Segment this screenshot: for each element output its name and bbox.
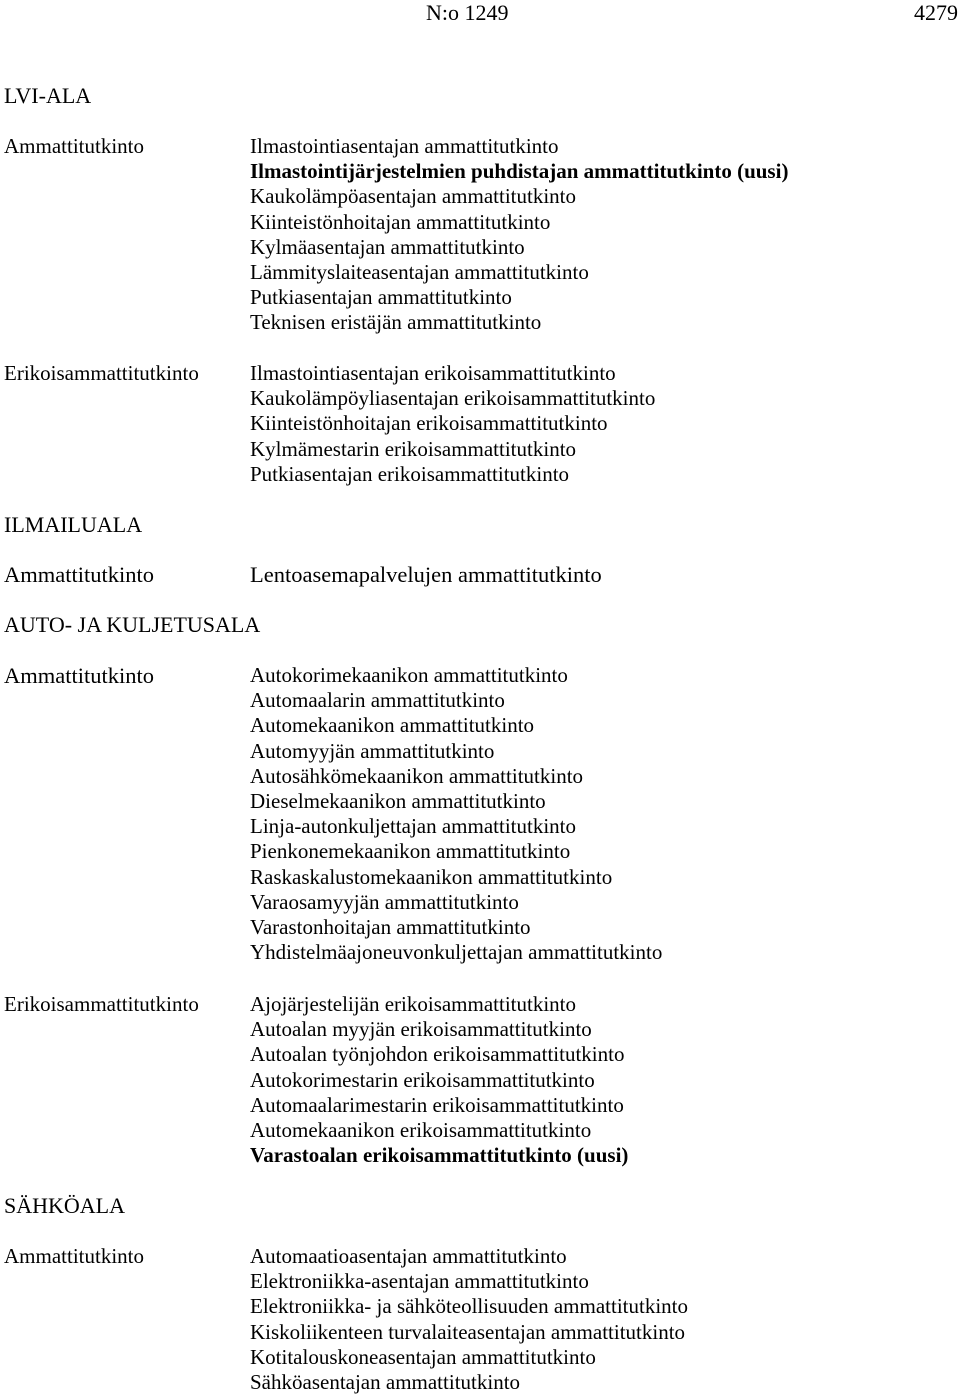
qualification-item: Raskaskalustomekaanikon ammattitutkinto xyxy=(250,864,613,889)
qualification-item: Pienkonemekaanikon ammattitutkinto xyxy=(250,839,571,864)
qualification-item: Elektroniikka-asentajan ammattitutkinto xyxy=(250,1269,589,1294)
qualification-item: Automekaanikon erikoisammattitutkinto xyxy=(250,1117,592,1142)
group-label: Ammattitutkinto xyxy=(4,134,144,158)
qualification-item: Varastonhoitajan ammattitutkinto xyxy=(250,914,531,939)
group-label: Erikoisammattitutkinto xyxy=(4,361,199,385)
qualification-item: Automaalarimestarin erikoisammattitutkinto xyxy=(250,1092,624,1117)
qualification-item: Dieselmekaanikon ammattitutkinto xyxy=(250,788,546,813)
qualification-item: Automaalarin ammattitutkinto xyxy=(250,688,505,713)
qualification-item: Putkiasentajan ammattitutkinto xyxy=(250,285,512,310)
field-title-sahkoala: SÄHKÖALA xyxy=(4,1193,125,1218)
qualification-list xyxy=(250,361,655,487)
group-label: Erikoisammattitutkinto xyxy=(4,992,199,1016)
qualification-item: Varaosamyyjän ammattitutkinto xyxy=(250,889,519,914)
group-label: Ammattitutkinto xyxy=(4,562,154,587)
qualification-list xyxy=(250,134,788,336)
qualification-item: Kaukolämpöyliasentajan erikoisammattitutkinto xyxy=(250,386,656,411)
page-header xyxy=(0,0,960,28)
group-label: Ammattitutkinto xyxy=(4,663,154,688)
qualification-list xyxy=(250,562,602,587)
qualification-item: Autoalan työnjohdon erikoisammattitutkinto xyxy=(250,1042,625,1067)
qualification-item: Kotitalouskoneasentajan ammattitutkinto xyxy=(250,1344,596,1369)
qualification-item: Ajojärjestelijän erikoisammattitutkinto xyxy=(250,992,577,1016)
qualification-item: Sähköasentajan ammattitutkinto xyxy=(250,1369,521,1394)
qualification-item: Putkiasentajan erikoisammattitutkinto xyxy=(250,461,570,486)
qualification-item: Kiinteistönhoitajan ammattitutkinto xyxy=(250,209,551,234)
qualification-item: Varastoalan erikoisammattitutkinto (uusi) xyxy=(250,1143,629,1168)
field-title-ilmailuala: ILMAILUALA xyxy=(4,512,143,537)
qualification-item: Kiskoliikenteen turvalaiteasentajan ammattitutkinto xyxy=(250,1319,686,1344)
qualification-item: Yhdistelmäajoneuvonkuljettajan ammattitutkinto xyxy=(250,940,663,965)
qualification-item: Ilmastointiasentajan erikoisammattitutkinto xyxy=(250,361,616,385)
qualification-list xyxy=(250,1244,688,1395)
qualification-item: Autokorimestarin erikoisammattitutkinto xyxy=(250,1067,595,1092)
qualification-list xyxy=(250,663,662,965)
qualification-item: Automekaanikon ammattitutkinto xyxy=(250,713,535,738)
statute-number: N:o 1249 xyxy=(426,0,509,25)
qualification-item: Autokorimekaanikon ammattitutkinto xyxy=(250,663,568,687)
page-number: 4279 xyxy=(914,0,958,25)
qualification-item: Autoalan myyjän erikoisammattitutkinto xyxy=(250,1017,592,1042)
qualification-item: Linja-autonkuljettajan ammattitutkinto xyxy=(250,814,577,839)
qualification-item: Automyyjän ammattitutkinto xyxy=(250,738,495,763)
qualification-item: Ilmastointijärjestelmien puhdistajan ammattitutkinto (uusi) xyxy=(250,159,789,184)
qualification-item: Kiinteistönhoitajan erikoisammattitutkinto xyxy=(250,411,608,436)
qualification-item: Kylmäasentajan ammattitutkinto xyxy=(250,234,525,259)
field-title-lvi: LVI-ALA xyxy=(4,83,92,108)
qualification-item: Elektroniikka- ja sähköteollisuuden ammattitutkinto xyxy=(250,1294,688,1319)
field-title-auto-ja-kuljetusala: AUTO- JA KULJETUSALA xyxy=(4,612,261,637)
group-label: Ammattitutkinto xyxy=(4,1244,144,1268)
qualification-item: Kylmämestarin erikoisammattitutkinto xyxy=(250,436,577,461)
qualification-item: Teknisen eristäjän ammattitutkinto xyxy=(250,310,542,335)
qualification-item: Lämmityslaiteasentajan ammattitutkinto xyxy=(250,259,589,284)
qualification-item: Lentoasemapalvelujen ammattitutkinto xyxy=(250,562,602,587)
qualification-list xyxy=(250,992,628,1168)
qualification-item: Automaatioasentajan ammattitutkinto xyxy=(250,1244,567,1268)
qualification-item: Ilmastointiasentajan ammattitutkinto xyxy=(250,134,559,158)
qualification-item: Kaukolämpöasentajan ammattitutkinto xyxy=(250,184,577,209)
qualification-item: Autosähkömekaanikon ammattitutkinto xyxy=(250,763,584,788)
